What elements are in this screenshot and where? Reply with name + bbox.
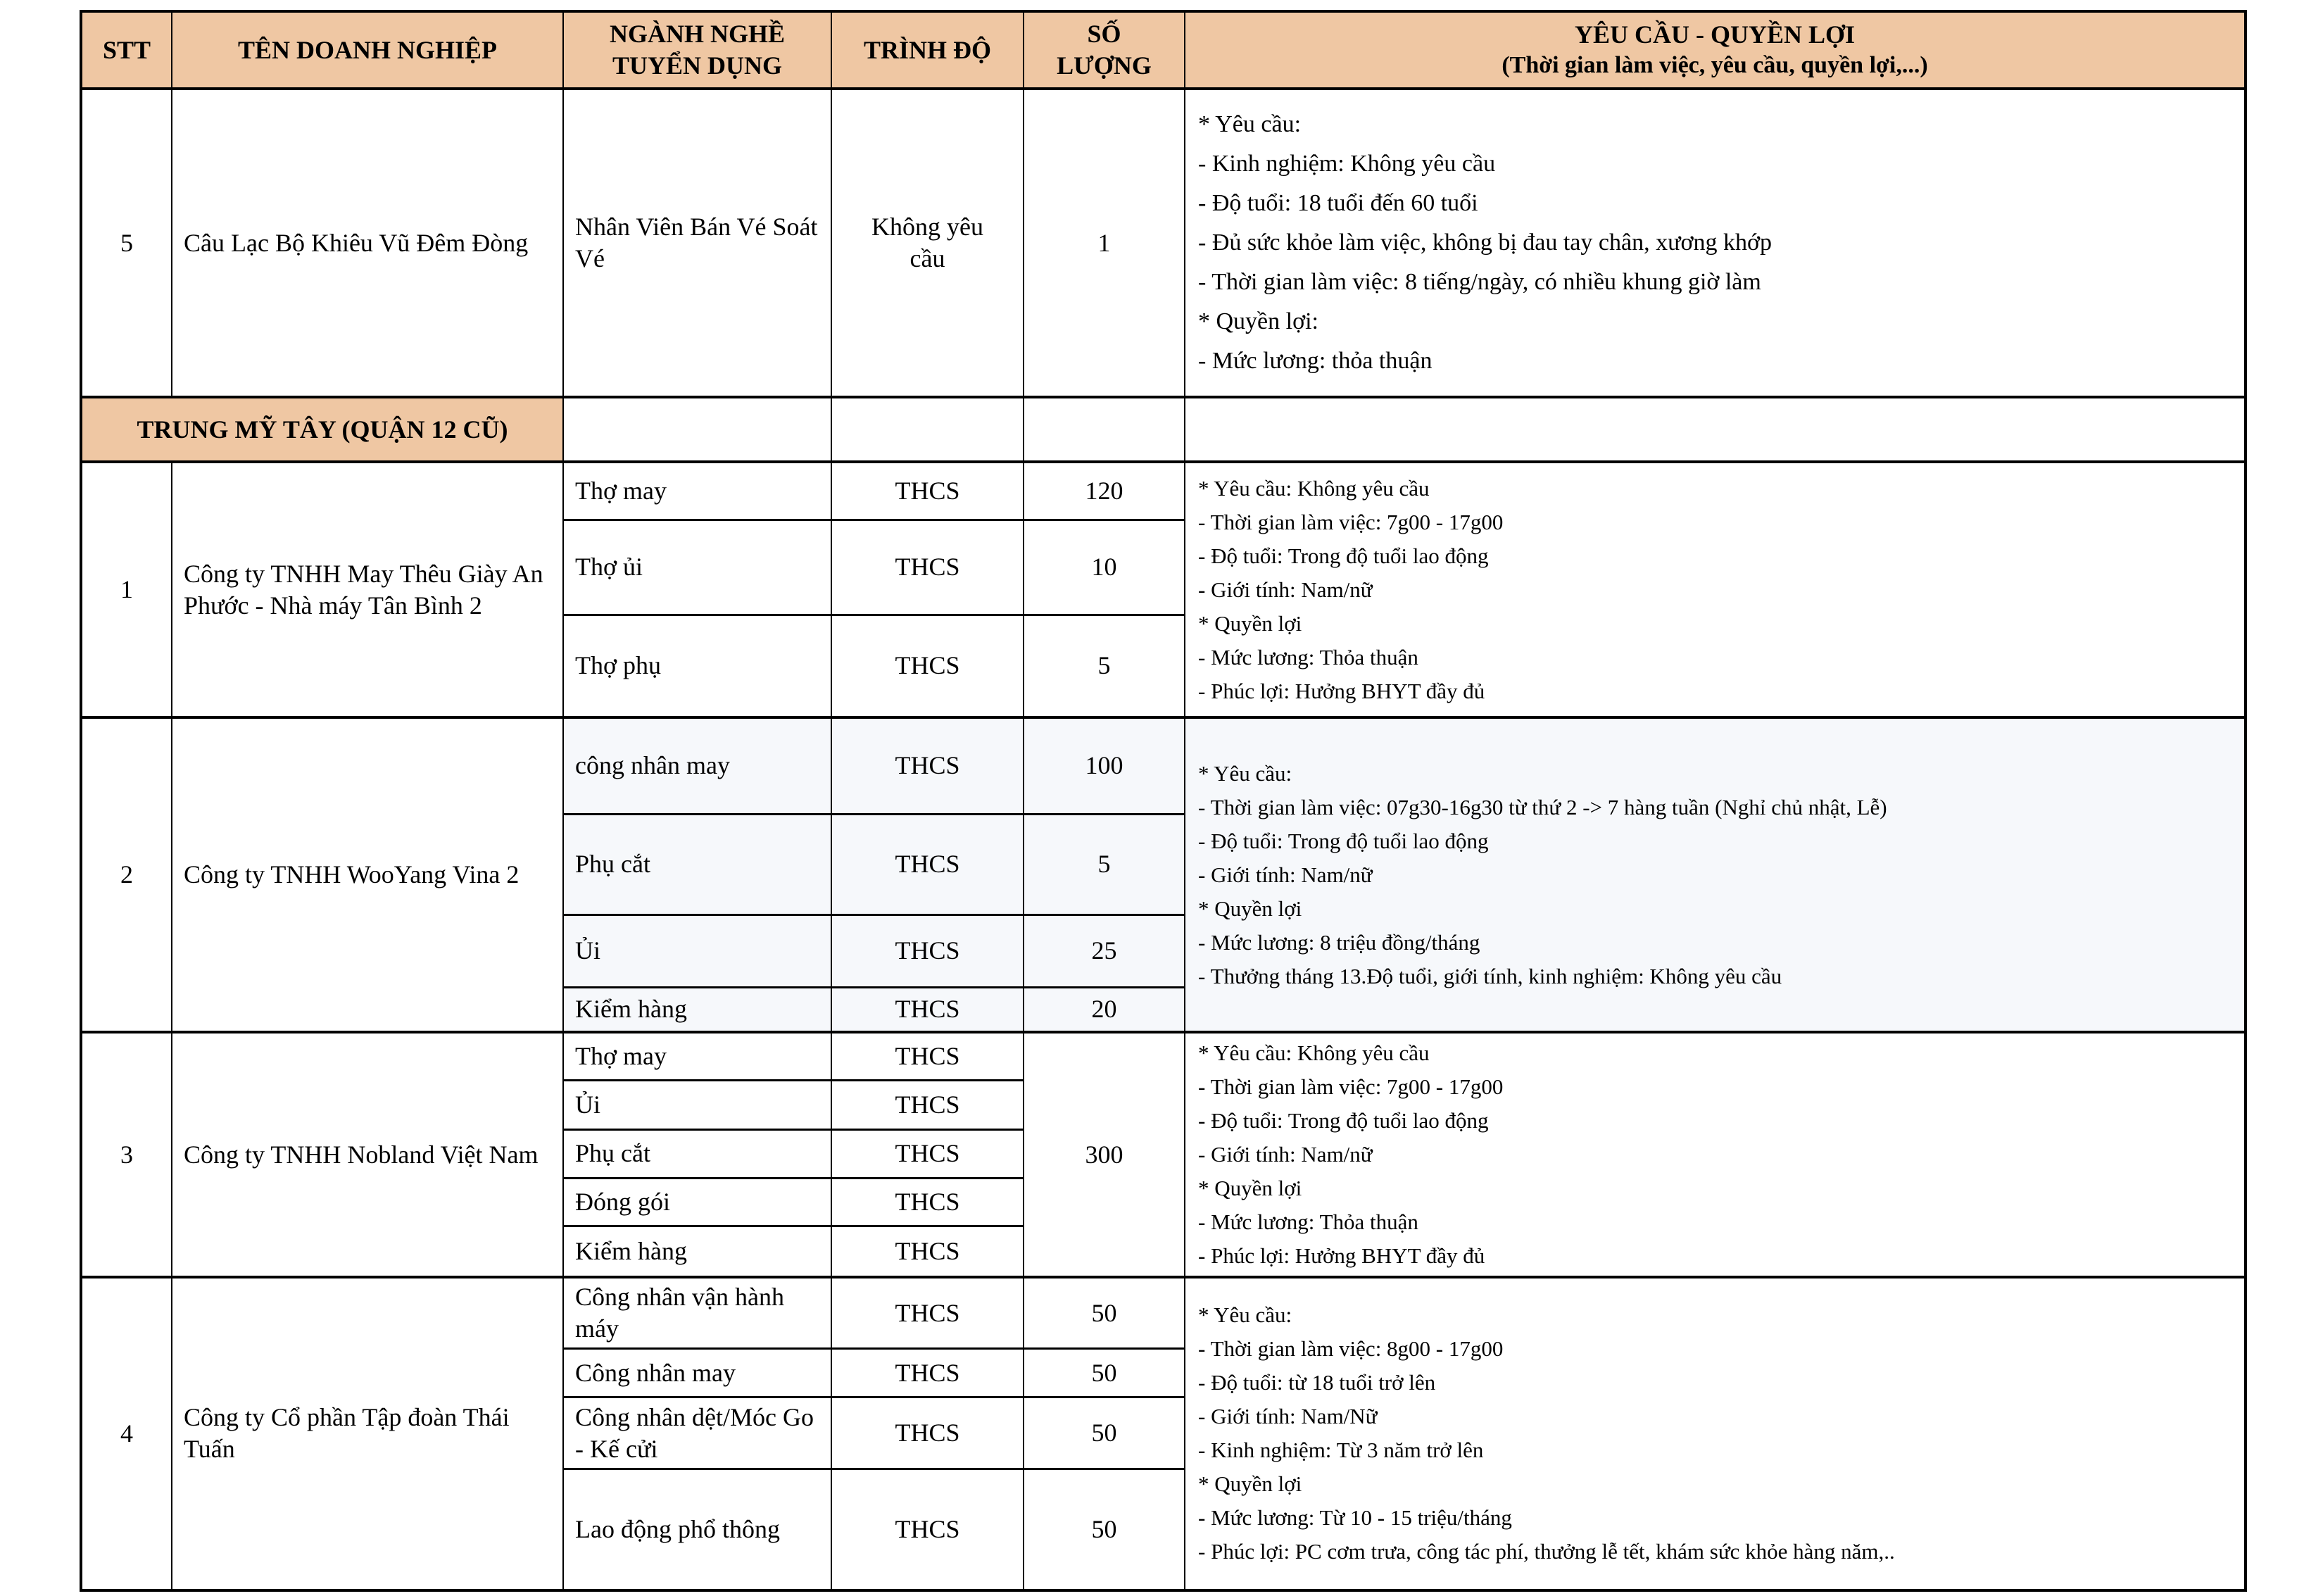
requirement-line: - Thưởng tháng 13.Độ tuổi, giới tính, kinh nghiệm: Không yêu cầu xyxy=(1198,963,1782,988)
requirement-line: - Độ tuổi: Trong độ tuổi lao động xyxy=(1198,1108,1489,1133)
requirement-line: - Mức lương: 8 triệu đồng/tháng xyxy=(1198,929,1480,955)
header-cell-level: TRÌNH ĐỘ xyxy=(831,11,1024,89)
company-name-cell: Câu Lạc Bộ Khiêu Vũ Đêm Đòng xyxy=(172,89,563,397)
education-level-cell: THCS xyxy=(831,987,1024,1032)
job-name-cell: Công nhân vận hành máy xyxy=(563,1277,831,1349)
requirement-line: * Quyền lợi: xyxy=(1198,308,1318,334)
requirements-cell xyxy=(1185,89,2246,397)
job-name-cell: Thợ phụ xyxy=(563,615,831,717)
education-level-cell: THCS xyxy=(831,1349,1024,1397)
stt-cell: 2 xyxy=(81,717,172,1032)
requirements-cell xyxy=(1185,462,2246,717)
education-level-cell: THCS xyxy=(831,1081,1024,1130)
quantity-cell: 10 xyxy=(1024,520,1185,615)
requirement-line: - Giới tính: Nam/Nữ xyxy=(1198,1404,1378,1429)
header-req-title: YÊU CẦU - QUYỀN LỢI xyxy=(1574,20,1856,49)
stt-cell: 5 xyxy=(81,89,172,397)
empty-cell xyxy=(1185,397,2246,462)
requirement-line: - Kinh nghiệm: Không yêu cầu xyxy=(1198,151,1496,177)
requirement-line: - Độ tuổi: Trong độ tuổi lao động xyxy=(1198,828,1489,853)
header-cell-qty xyxy=(1024,11,1185,89)
requirement-line: - Thời gian làm việc: 07g30-16g30 từ thứ 2 -> 7 hàng tuần (Nghỉ chủ nhật, Lễ) xyxy=(1198,794,1887,819)
requirement-line: * Yêu cầu: Không yêu cầu xyxy=(1198,475,1430,501)
job-name-cell: Kiểm hàng xyxy=(563,1226,831,1277)
requirement-line: - Thời gian làm việc: 7g00 - 17g00 xyxy=(1198,509,1504,534)
company-name-cell: Công ty TNHH May Thêu Giày An Phước - Nhà máy Tân Bình 2 xyxy=(172,462,563,717)
quantity-cell: 50 xyxy=(1024,1469,1185,1590)
requirements-cell xyxy=(1185,1032,2246,1277)
requirement-line: - Thời gian làm việc: 8 tiếng/ngày, có nhiều khung giờ làm xyxy=(1198,269,1761,295)
header-cell-job: NGÀNH NGHỀ TUYỂN DỤNG xyxy=(563,11,831,89)
header-cell-stt: STT xyxy=(81,11,172,89)
quantity-cell: 50 xyxy=(1024,1397,1185,1469)
company-row-an-phuoc xyxy=(81,462,2246,520)
requirements-cell xyxy=(1185,1277,2246,1590)
requirement-line: - Thời gian làm việc: 7g00 - 17g00 xyxy=(1198,1074,1504,1099)
requirement-line: - Mức lương: thỏa thuận xyxy=(1198,348,1433,374)
education-level-cell xyxy=(831,89,1024,397)
quantity-cell: 5 xyxy=(1024,814,1185,915)
requirement-line: - Giới tính: Nam/nữ xyxy=(1198,1142,1373,1167)
job-name-cell: Ủi xyxy=(563,915,831,987)
requirement-line: * Quyền lợi xyxy=(1198,896,1302,921)
job-name-cell: Ủi xyxy=(563,1081,831,1130)
requirement-line: - Thời gian làm việc: 8g00 - 17g00 xyxy=(1198,1336,1504,1362)
job-name-cell: Đóng gói xyxy=(563,1178,831,1226)
education-level-text: Không yêu cầu xyxy=(871,213,983,272)
job-name-cell: Phụ cắt xyxy=(563,1130,831,1179)
requirement-line: - Phúc lợi: Hưởng BHYT đầy đủ xyxy=(1198,1243,1485,1268)
company-row-thai-tuan xyxy=(81,1277,2246,1349)
requirement-line: - Độ tuổi: Trong độ tuổi lao động xyxy=(1198,543,1489,568)
header-qty-line2: LƯỢNG xyxy=(1057,51,1152,80)
requirement-line: - Mức lương: Thỏa thuận xyxy=(1198,1209,1418,1234)
requirements-cell xyxy=(1185,717,2246,1032)
header-cell-company: TÊN DOANH NGHIỆP xyxy=(172,11,563,89)
header-cell-requirements xyxy=(1185,11,2246,89)
job-name-cell: công nhân may xyxy=(563,717,831,814)
quantity-cell: 300 xyxy=(1024,1032,1185,1277)
requirement-line: - Đủ sức khỏe làm việc, không bị đau tay chân, xương khớp xyxy=(1198,230,1772,256)
empty-cell xyxy=(831,397,1024,462)
quantity-cell: 25 xyxy=(1024,915,1185,987)
requirement-line: - Giới tính: Nam/nữ xyxy=(1198,577,1373,602)
requirement-line: * Quyền lợi xyxy=(1198,1176,1302,1200)
quantity-cell: 100 xyxy=(1024,717,1185,814)
job-name-cell: Nhân Viên Bán Vé Soát Vé xyxy=(563,89,831,397)
requirement-line: - Mức lương: Từ 10 - 15 triệu/tháng xyxy=(1198,1505,1512,1531)
job-name-cell: Lao động phổ thông xyxy=(563,1469,831,1590)
requirement-line: - Mức lương: Thỏa thuận xyxy=(1198,644,1418,670)
quantity-cell: 1 xyxy=(1024,89,1185,397)
empty-cell xyxy=(563,397,831,462)
requirement-line: - Kinh nghiệm: Từ 3 năm trở lên xyxy=(1198,1438,1484,1463)
requirement-line: - Độ tuổi: từ 18 tuổi trở lên xyxy=(1198,1370,1436,1395)
stt-cell: 1 xyxy=(81,462,172,717)
company-row-clb-khieu-vu xyxy=(81,89,2246,397)
stt-cell: 4 xyxy=(81,1277,172,1590)
education-level-cell: THCS xyxy=(831,1130,1024,1179)
section-title-cell: TRUNG MỸ TÂY (QUẬN 12 CŨ) xyxy=(81,397,563,462)
table-header-row xyxy=(81,11,2246,89)
job-name-cell: Phụ cắt xyxy=(563,814,831,915)
education-level-cell: THCS xyxy=(831,1178,1024,1226)
header-req-subtitle: (Thời gian làm việc, yêu cầu, quyền lợi,...) xyxy=(1502,52,1928,79)
section-row xyxy=(81,397,2246,462)
job-name-cell: Thợ may xyxy=(563,462,831,520)
requirement-line: - Phúc lợi: Hưởng BHYT đầy đủ xyxy=(1198,678,1485,703)
education-level-cell: THCS xyxy=(831,462,1024,520)
requirement-line: - Phúc lợi: PC cơm trưa, công tác phí, thưởng lễ tết, khám sức khỏe hàng năm,.. xyxy=(1198,1539,1895,1564)
company-row-wooyang xyxy=(81,717,2246,814)
company-name-cell: Công ty TNHH Nobland Việt Nam xyxy=(172,1032,563,1277)
requirement-line: * Yêu cầu: xyxy=(1198,1302,1292,1328)
education-level-cell: THCS xyxy=(831,1226,1024,1277)
quantity-cell: 5 xyxy=(1024,615,1185,717)
requirement-line: * Yêu cầu: xyxy=(1198,760,1292,786)
requirement-line: * Quyền lợi xyxy=(1198,610,1302,636)
job-name-cell: Công nhân may xyxy=(563,1349,831,1397)
requirement-line: * Quyền lợi xyxy=(1198,1471,1302,1497)
company-name-cell: Công ty TNHH WooYang Vina 2 xyxy=(172,717,563,1032)
company-name-cell: Công ty Cổ phần Tập đoàn Thái Tuấn xyxy=(172,1277,563,1590)
requirement-line: * Yêu cầu: xyxy=(1198,111,1302,137)
education-level-cell: THCS xyxy=(831,814,1024,915)
company-row-nobland xyxy=(81,1032,2246,1081)
education-level-cell: THCS xyxy=(831,1277,1024,1349)
quantity-cell: 20 xyxy=(1024,987,1185,1032)
empty-cell xyxy=(1024,397,1185,462)
stt-cell: 3 xyxy=(81,1032,172,1277)
job-name-cell: Thợ may xyxy=(563,1032,831,1081)
education-level-cell: THCS xyxy=(831,717,1024,814)
requirement-line: - Độ tuổi: 18 tuổi đến 60 tuổi xyxy=(1198,190,1478,216)
education-level-cell: THCS xyxy=(831,1397,1024,1469)
quantity-cell: 50 xyxy=(1024,1277,1185,1349)
job-listings-table xyxy=(80,10,2247,1592)
requirement-line: * Yêu cầu: Không yêu cầu xyxy=(1198,1041,1430,1065)
education-level-cell: THCS xyxy=(831,915,1024,987)
job-name-cell: Thợ ủi xyxy=(563,520,831,615)
education-level-cell: THCS xyxy=(831,1032,1024,1081)
requirement-line: - Giới tính: Nam/nữ xyxy=(1198,862,1373,887)
education-level-cell: THCS xyxy=(831,1469,1024,1590)
education-level-cell: THCS xyxy=(831,615,1024,717)
quantity-cell: 50 xyxy=(1024,1349,1185,1397)
education-level-cell: THCS xyxy=(831,520,1024,615)
header-qty-line1: SỐ xyxy=(1087,20,1121,48)
job-name-cell: Công nhân dệt/Móc Go - Kế cửi xyxy=(563,1397,831,1469)
job-name-cell: Kiểm hàng xyxy=(563,987,831,1032)
quantity-cell: 120 xyxy=(1024,462,1185,520)
